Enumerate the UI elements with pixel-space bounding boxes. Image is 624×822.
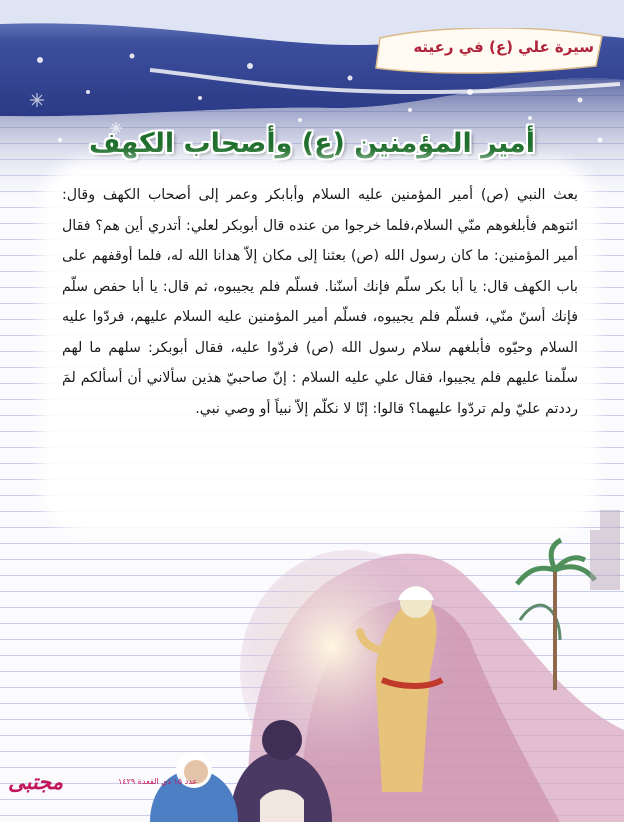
section-tag-label: سيرة علي (ع) في رعيته	[413, 38, 594, 56]
magazine-logo: مجتبى	[8, 770, 63, 794]
issue-label: عدد ١٥ ذي القعدة ١٤٢٩	[118, 777, 198, 786]
cave-illustration	[0, 470, 624, 822]
article-body: بعث النبي (ص) أمير المؤمنين عليه السلام وأبابكر وعمر إلى أصحاب الكهف وقال: ائتوهم فأبلغوهم منّي السلام،فلما خرجوا من عنده قال أبوبكر لعلي: أتدري أين هم؟ فقال أمير المؤمنين: ما كان رسول الله (ص) بعثنا إلى مكان إلاّ هدانا الله له، فلما أوقفهم على باب الكهف قال: يا أبا بكر سلّم فإنك أسنّنا. فسلّم فلم يجيبوه، ثم قال: يا أبا حفص سلّم فإنك أسنّ منّي، فسلّم فلم يجيبوه، فسلّم أمير المؤمنين عليه السلام عليهم، فردّوا عليه السلام وحيّوه فأبلغهم سلام رسول الله (ص) فردّوا عليه، فقال أبوبكر: سلهم ما لهم سلّمنا عليهم فلم يجيبوا، فقال علي عليه السلام : إنّ صاحبيّ هذين سألاني أن أسألكم لمَ رددتم عليّ ولم تردّوا عليهما؟ قالوا: إنّا لا نكلّم إلاّ نبياً أو وصي نبي.	[62, 187, 578, 417]
article-title: أمير المؤمنين (ع) وأصحاب الكهف	[89, 128, 535, 159]
